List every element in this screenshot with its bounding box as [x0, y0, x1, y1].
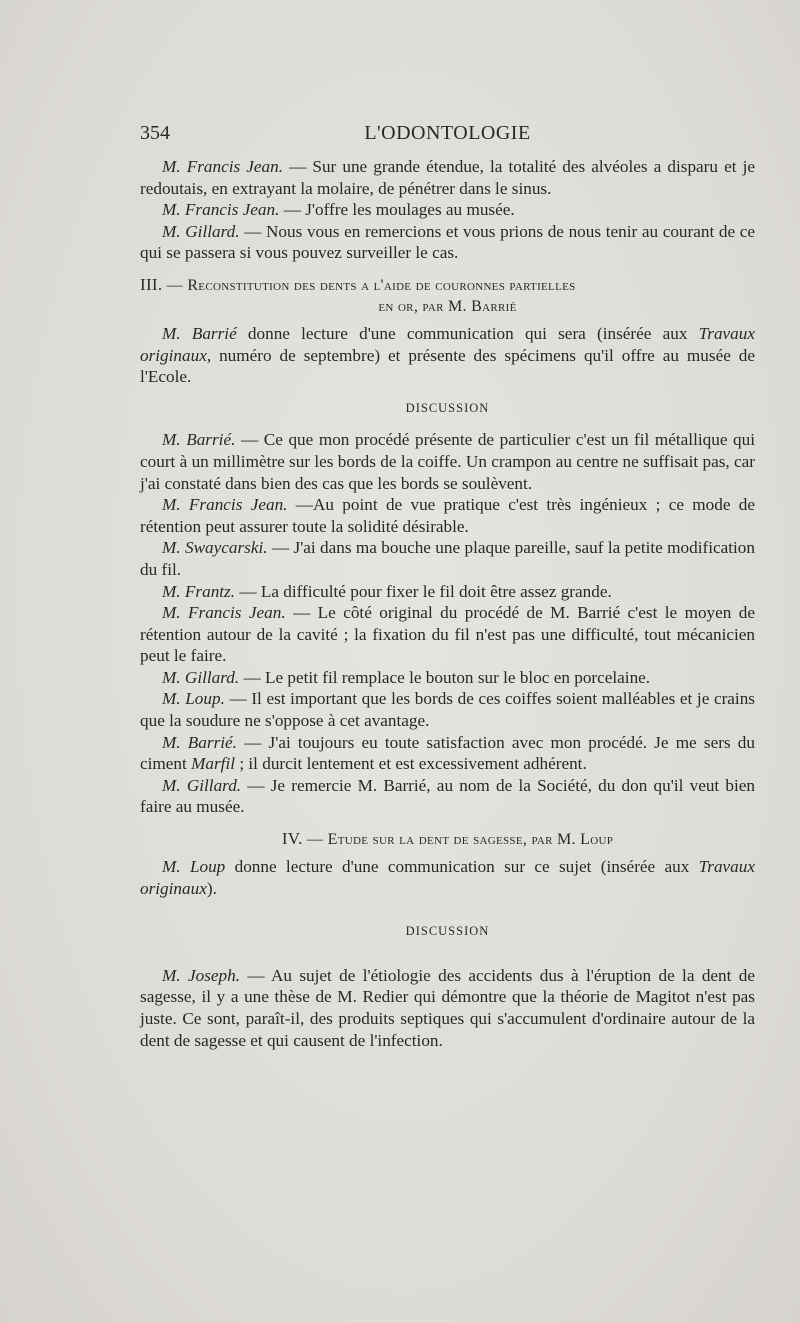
speaker-name: M. Swaycarski.	[162, 538, 268, 558]
speaker-name: M. Barrié	[162, 323, 237, 343]
section-heading-4	[140, 828, 755, 850]
speaker-name: M. Francis Jean.	[162, 603, 286, 623]
paragraph-text: donne lecture d'une communication sur ce sujet (insérée aux	[225, 857, 699, 877]
discussion-heading: DISCUSSION	[405, 400, 490, 415]
paragraph	[140, 732, 755, 775]
section-title-line2: en or, par M. Barrié	[378, 297, 517, 315]
speaker-name: M. Francis Jean.	[162, 495, 288, 515]
paragraph-text: — J'ai toujours eu toute satisfaction avec mon procédé. Je me sers du ciment	[140, 732, 755, 774]
speaker-name: M. Gillard.	[162, 221, 240, 241]
paragraph	[140, 581, 755, 603]
speaker-name: M. Joseph.	[162, 965, 241, 985]
discussion-heading: DISCUSSION	[405, 924, 490, 939]
speaker-name: M. Gillard.	[162, 775, 242, 795]
paragraph-text: numéro de septembre) et présente des spécimens qu'il offre au musée de l'Ecole.	[140, 345, 755, 387]
paragraph	[140, 323, 755, 388]
speaker-name: M. Francis Jean.	[162, 200, 280, 220]
section-title: — Reconstitution des dents a l'aide de couronnes partielles	[162, 276, 576, 294]
paragraph-text: ).	[206, 878, 217, 898]
paragraph	[140, 199, 755, 221]
paragraph	[140, 775, 755, 818]
speaker-name: M. Francis Jean.	[162, 157, 284, 176]
journal-title: Travaux originaux	[140, 857, 755, 898]
paragraph-text: donne lecture d'une communication qui sera (insérée aux	[236, 323, 699, 343]
paragraph-text: — J'ai dans ma bouche une plaque pareille, sauf la petite modification du fil.	[140, 538, 755, 579]
speaker-name: M. Barrié.	[162, 430, 236, 450]
paragraph	[140, 156, 755, 199]
section-heading-3	[140, 274, 755, 317]
paragraph-text: — Au sujet de l'étiologie des accidents dus à l'éruption de la dent de sagesse, il y a une thèse de M. Redier qui démontre que la théorie de Magitot n'est pas juste. Ce sont, paraît-il, des produits septiques qui s'accumulent d'ordinaire autour de la dent de sagesse et qui causent de l'infection.	[140, 965, 756, 1050]
page-header	[140, 122, 755, 148]
paragraph-text: — Le côté original du procédé de M. Barrié c'est le moyen de rétention autour de la cavité ; la fixation du fil n'est pas une difficulté, tout mécanicien peut le faire.	[140, 603, 755, 666]
paragraph-text: — Sur une grande étendue, la totalité des alvéoles a disparu et je redoutais, en extrayant la molaire, de pénétrer dans le sinus.	[140, 157, 755, 198]
paragraph-text: —Au point de vue pratique c'est très ingénieux ; ce mode de rétention peut assurer toute la solidité désirable.	[140, 495, 755, 536]
speaker-name: M. Frantz.	[162, 581, 236, 601]
paragraph	[140, 602, 755, 667]
paragraph	[140, 667, 755, 689]
paragraph	[140, 856, 755, 899]
section-number: IV.	[281, 829, 303, 849]
speaker-name: M. Loup.	[162, 689, 225, 709]
paragraph	[140, 494, 755, 537]
speaker-name: M. Loup	[162, 857, 226, 877]
running-title: L'ODONTOLOGIE	[364, 122, 531, 144]
paragraph-text: — La difficulté pour fixer le fil doit être assez grande.	[235, 581, 612, 601]
speaker-name: M. Gillard.	[162, 667, 240, 687]
cement-name: Marfil	[191, 754, 236, 774]
paragraph	[140, 965, 755, 1051]
section-number: III.	[140, 274, 163, 294]
paragraph	[140, 221, 755, 264]
paragraph-text: ; il durcit lentement et est excessivement adhérent.	[235, 754, 587, 774]
paragraph	[140, 537, 755, 580]
page-number: 354	[140, 122, 170, 144]
paragraph-text: — Nous vous en remercions et vous prions de nous tenir au courant de ce qui se passera si vous pouvez surveiller le cas.	[140, 221, 756, 263]
journal-title: Travaux originaux,	[140, 323, 755, 365]
paragraph-text: — Je remercie M. Barrié, au nom de la Société, du don qu'il veut bien faire au musée.	[140, 775, 755, 817]
paragraph-text: — Le petit fil remplace le bouton sur le bloc en porcelaine.	[239, 667, 651, 687]
section-title: — Etude sur la dent de sagesse, par M. Loup	[302, 831, 614, 849]
paragraph-text: — Ce que mon procédé présente de particulier c'est un fil métallique qui court à un millimètre sur les bords de la coiffe. Un crampon au centre ne suffisait pas, car j'ai constaté dans bien des cas que les bords se soulèvent.	[140, 430, 755, 493]
paragraph	[140, 429, 755, 494]
paragraph-text: — Il est important que les bords de ces coiffes soient malléables et je crains que la soudure ne s'oppose à cet avantage.	[140, 689, 755, 731]
body-text	[140, 156, 755, 1051]
paragraph	[140, 688, 755, 731]
paragraph-text: — J'offre les moulages au musée.	[279, 200, 515, 220]
speaker-name: M. Barrié.	[162, 732, 237, 752]
